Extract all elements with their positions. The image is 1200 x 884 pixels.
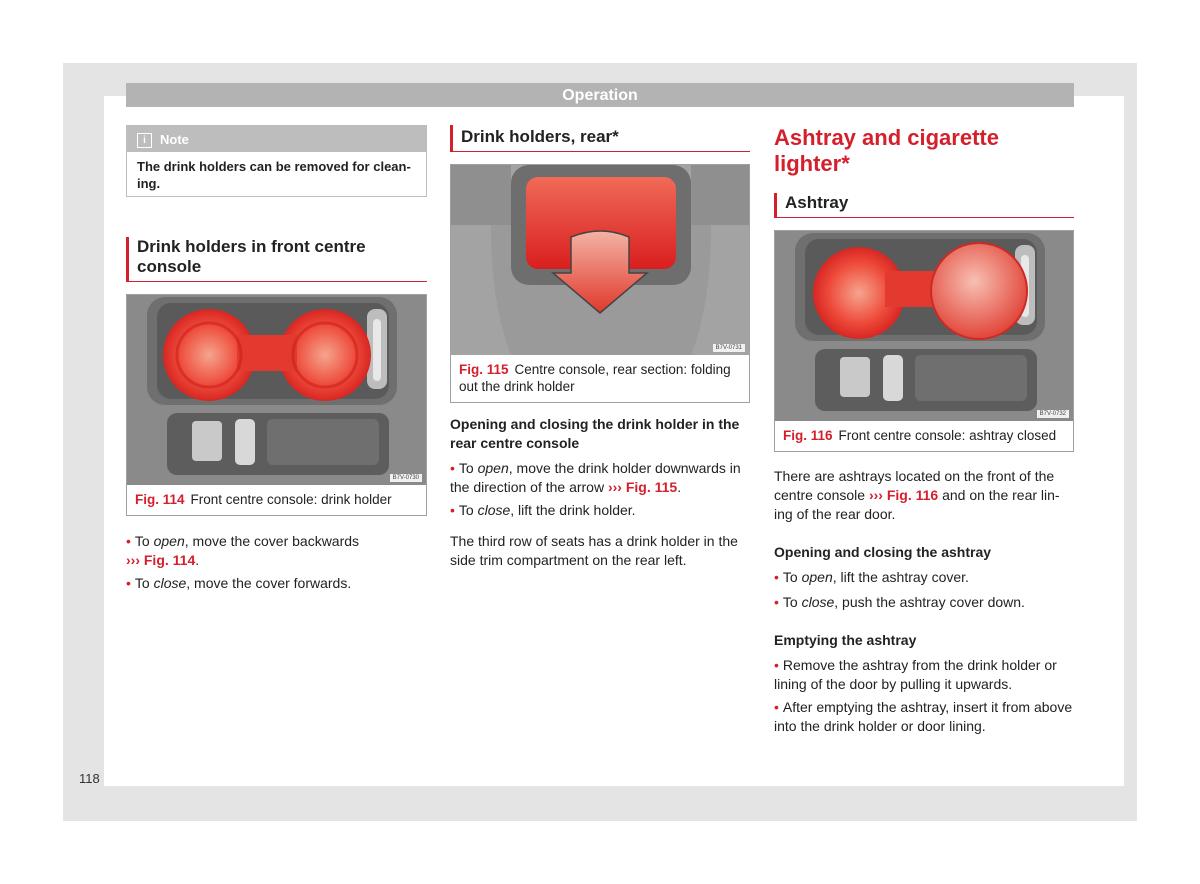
- bullet-emphasis: open: [477, 460, 509, 476]
- figure-114-image: [127, 295, 426, 485]
- figure-label: Fig. 116: [783, 428, 833, 443]
- bullet-close-rear: [450, 501, 750, 520]
- figure-116-image: [775, 231, 1073, 421]
- bullet-emphasis: close: [477, 502, 511, 518]
- figure-114-caption: [127, 485, 426, 515]
- ashtray-illustration: [775, 231, 1073, 421]
- bullet-text: To: [134, 575, 154, 591]
- bullet-text: .: [677, 479, 682, 495]
- subheading-open-close-ashtray: Opening and closing the ashtray: [774, 544, 992, 560]
- bullet-text: To: [782, 594, 802, 610]
- bullet-close-ashtray: [774, 593, 1074, 612]
- figure-caption-text: Front centre console: ashtray closed: [838, 428, 1057, 443]
- bullet-text: , move the cover forwards.: [186, 575, 352, 591]
- figure-code: B7V-0732: [1037, 410, 1069, 418]
- bullet-text: , push the ashtray cover down.: [834, 594, 1025, 610]
- figure-114: [126, 294, 427, 516]
- note-text: The drink holders can be removed for clean-ing.: [137, 159, 411, 191]
- bullet-text: To: [134, 533, 154, 549]
- page-header: Operation: [126, 83, 1074, 107]
- column-1: [126, 125, 427, 593]
- column-3: [774, 125, 1074, 736]
- figure-code: B7V-0731: [713, 344, 745, 352]
- note-header: [127, 126, 426, 152]
- paragraph-ashtray-intro: [774, 467, 1074, 524]
- figure-reference-link[interactable]: ››› Fig. 115: [607, 479, 678, 495]
- front-console-illustration: [127, 295, 426, 485]
- bullet-emphasis: open: [801, 569, 833, 585]
- bullet-insert-ashtray: • After emptying the ashtray, insert it from above into the drink holder or door lining.: [774, 698, 1074, 736]
- section-title-front-drink-holders: Drink holders in front centre console: [126, 237, 427, 282]
- figure-caption-text: Front centre console: drink holder: [190, 492, 392, 507]
- figure-115-caption: [451, 355, 749, 402]
- bullet-close-cover: [126, 574, 427, 593]
- bullet-open-rear: [450, 459, 750, 497]
- paragraph-text: There are ashtrays located on the front of the centre console: [774, 468, 1055, 503]
- figure-115: [450, 164, 750, 403]
- bullet-text: , lift the ashtray cover.: [832, 569, 969, 585]
- figure-reference-link[interactable]: ››› Fig. 116: [868, 487, 939, 503]
- subheading-open-close-rear: Opening and closing the drink holder in the rear centre console: [450, 416, 740, 451]
- bullet-open-ashtray: [774, 568, 1074, 587]
- page-number: 118: [79, 771, 100, 786]
- paragraph-text: and on the rear lin-ing of the rear door.: [774, 487, 1060, 522]
- bullet-text: To: [458, 502, 478, 518]
- bullet-emphasis: close: [801, 594, 835, 610]
- info-icon: i: [137, 133, 152, 148]
- bullet-text: .: [195, 552, 200, 568]
- main-title: Ashtray and cigarette lighter*: [774, 125, 999, 176]
- bullet-text: To: [458, 460, 478, 476]
- rear-console-illustration: [451, 165, 749, 355]
- bullet-text: , move the cover backwards: [184, 533, 360, 549]
- note-title: Note: [160, 132, 189, 147]
- bullet-text: , move the drink holder downwards in the direction of the arrow: [450, 460, 741, 495]
- figure-116-caption: [775, 421, 1073, 451]
- bullet-open-cover: [126, 532, 427, 570]
- bullet-remove-ashtray: • Remove the ashtray from the drink holder or lining of the door by pulling it upwards.: [774, 656, 1074, 694]
- subheading-emptying-ashtray: Emptying the ashtray: [774, 632, 917, 648]
- bullet-emphasis: open: [153, 533, 185, 549]
- bullet-emphasis: close: [153, 575, 187, 591]
- bullet-text: To: [782, 569, 802, 585]
- figure-116: [774, 230, 1074, 452]
- section-title-rear-drink-holders: Drink holders, rear*: [450, 125, 750, 152]
- figure-115-image: [451, 165, 749, 355]
- bullet-text: , lift the drink holder.: [510, 502, 636, 518]
- figure-caption-text: Centre console, rear section: folding out the drink holder: [459, 362, 731, 394]
- figure-reference-link[interactable]: ››› Fig. 114: [126, 552, 196, 568]
- paragraph-third-row: The third row of seats has a drink holder in the side trim compartment on the rear left.: [450, 533, 738, 568]
- figure-label: Fig. 114: [135, 492, 185, 507]
- column-2: [450, 125, 750, 570]
- figure-label: Fig. 115: [459, 362, 509, 377]
- section-title-ashtray: Ashtray: [774, 193, 1074, 218]
- figure-code: B7V-0730: [390, 474, 422, 482]
- note-box: [126, 125, 427, 197]
